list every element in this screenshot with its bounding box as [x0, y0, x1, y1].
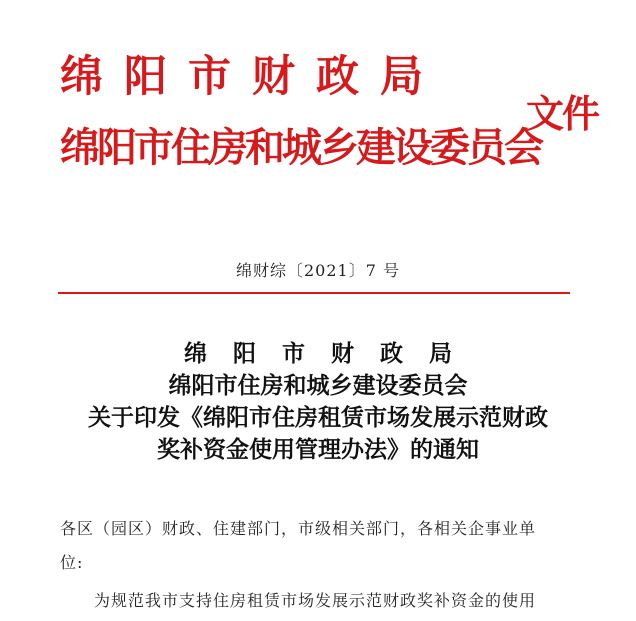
red-divider-line	[58, 292, 570, 294]
masthead-document-suffix: 文件	[526, 91, 599, 136]
body-paragraph-1: 为规范我市支持住房租赁市场发展示范财政奖补资金的使用	[94, 591, 537, 610]
masthead-org-finance-bureau: 绵阳市财政局	[60, 52, 444, 102]
title-line-2: 绵阳市住房和城乡建设委员会	[168, 372, 468, 399]
document-number: 绵财综〔2021〕7 号	[236, 261, 400, 280]
title-line-3: 关于印发《绵阳市住房租赁市场发展示范财政	[88, 404, 548, 431]
masthead-org-housing-committee: 绵阳市住房和城乡建设委员会	[60, 124, 541, 171]
document-title	[0, 338, 636, 466]
title-line-1: 绵阳市财政局	[184, 340, 478, 367]
addressee-line-2: 位:	[60, 553, 84, 572]
addressee-line-1: 各区（园区）财政、住建部门，市级相关部门，各相关企事业单	[60, 519, 537, 538]
title-line-4: 奖补资金使用管理办法》的通知	[157, 436, 479, 463]
